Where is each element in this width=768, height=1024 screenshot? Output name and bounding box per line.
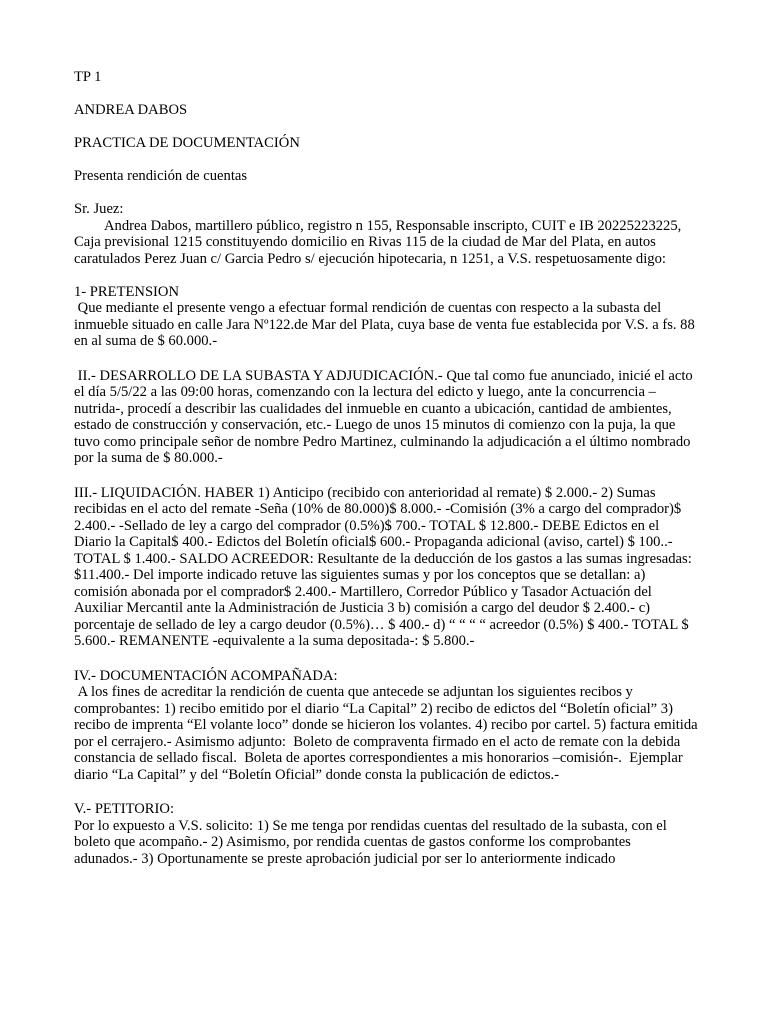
pretension-paragraph: Que mediante el presente vengo a efectuar formal rendición de cuentas con respecto a la subasta del inmueble situado en calle Jara Nº122.de Mar del Plata, cuya base de venta fue establecida por V.S. a fs. 88 en al suma de $ 60.000.-	[74, 300, 699, 349]
tp-number: TP 1	[74, 69, 102, 85]
intro-paragraph: Andrea Dabos, martillero público, registro n 155, Responsable inscripto, CUIT e IB 20225223225, Caja previsional 1215 constituyendo domicilio en Rivas 115 de la ciudad de Mar del Plata, en autos caratulados Perez Juan c/ Garcia Pedro s/ ejecución hipotecaria, n 1251, a V.S. respetuosamente digo:	[74, 217, 685, 267]
document-subtitle: Presenta rendición de cuentas	[74, 168, 248, 184]
liquidacion-paragraph: III.- LIQUIDACIÓN. HABER 1) Anticipo (recibido con anterioridad al remate) $ 2.000.- 2) Sumas recibidas en el acto del remate -Seña (10% de 80.000)$ 8.000.- -Comisión (3% a cargo del comprador)$ 2.400.- -Sellado de ley a cargo del comprador (0.5%)$ 700.- TOTAL $ 12.800.- DEBE Edictos en el Diario la Capital$ 400.- Edictos del Boletín oficial$ 600.- Propaganda adicional (aviso, cartel) $ 100..- TOTAL $ 1.400.- SALDO ACREEDOR: Resultante de la deducción de los gastos a las sumas ingresadas: $11.400.- Del importe indicado retuve las siguientes sumas y por los conceptos que se detallan: a) comisión abonada por el comprador$ 2.400.- Martillero, Corredor Público y Tasador Actuación del Auxiliar Mercantil ante la Administración de Justicia 3 b) comisión a cargo del deudor $ 2.400.- c) porcentaje de sellado de ley a cargo deudor (0.5%)… $ 400.- d) “ “ “ “ acreedor (0.5%) $ 400.- TOTAL $ 5.600.- REMANENTE -equivalente a la suma depositada-: $ 5.800.-	[74, 484, 696, 649]
documentacion-heading: IV.- DOCUMENTACIÓN ACOMPAÑADA:	[74, 667, 338, 684]
author-name: ANDREA DABOS	[74, 102, 188, 118]
petitorio-heading: V.- PETITORIO:	[74, 801, 174, 817]
pretension-heading: 1- PRETENSION	[74, 283, 179, 300]
documentacion-paragraph: A los fines de acreditar la rendición de cuenta que antecede se adjuntan los siguientes recibos y comprobantes: 1) recibo emitido por el diario “La Capital” 2) recibo de edictos del “Boletín oficial” 3) recibo de imprenta “El volante loco” donde se hicieron los volantes. 4) recibo por cartel. 5) factura emitida por el cerrajero.- Asimismo adjunto: Boleto de compraventa firmado en el acto de remate con la debida constancia de sellado fiscal. Boleta de aportes correspondientes a mis honorarios –comisión-. Ejemplar diario “La Capital” y del “Boletín Oficial” donde consta la publicación de edictos.-	[74, 684, 702, 783]
document-title: PRACTICA DE DOCUMENTACIÓN	[74, 135, 300, 151]
petitorio-paragraph: Por lo expuesto a V.S. solicito: 1) Se me tenga por rendidas cuentas del resultado de la subasta, con el boleto que acompaño.- 2) Asimismo, por rendida cuentas de gastos conforme los comprobantes adunados.- 3) Oportunamente se preste aprobación judicial por ser lo anteriormente indicado	[74, 817, 671, 867]
desarrollo-paragraph: II.- DESARROLLO DE LA SUBASTA Y ADJUDICACIÓN.- Que tal como fue anunciado, inicié el acto el día 5/5/22 a las 09:00 horas, comenzando con la lectura del edicto y luego, ante la concurrencia –nutrida-, procedí a describir las cualidades del inmueble en cuanto a ubicación, cantidad de ambientes, estado de construcción y conservación, etc.- Luego de unos 15 minutos di comienzo con la puja, la que tuvo como principale señor de nombre Pedro Martinez, culminando la adjudicación a el último nombrado por la suma de $ 80.000.-	[74, 367, 697, 466]
salutation: Sr. Juez:	[74, 201, 124, 217]
